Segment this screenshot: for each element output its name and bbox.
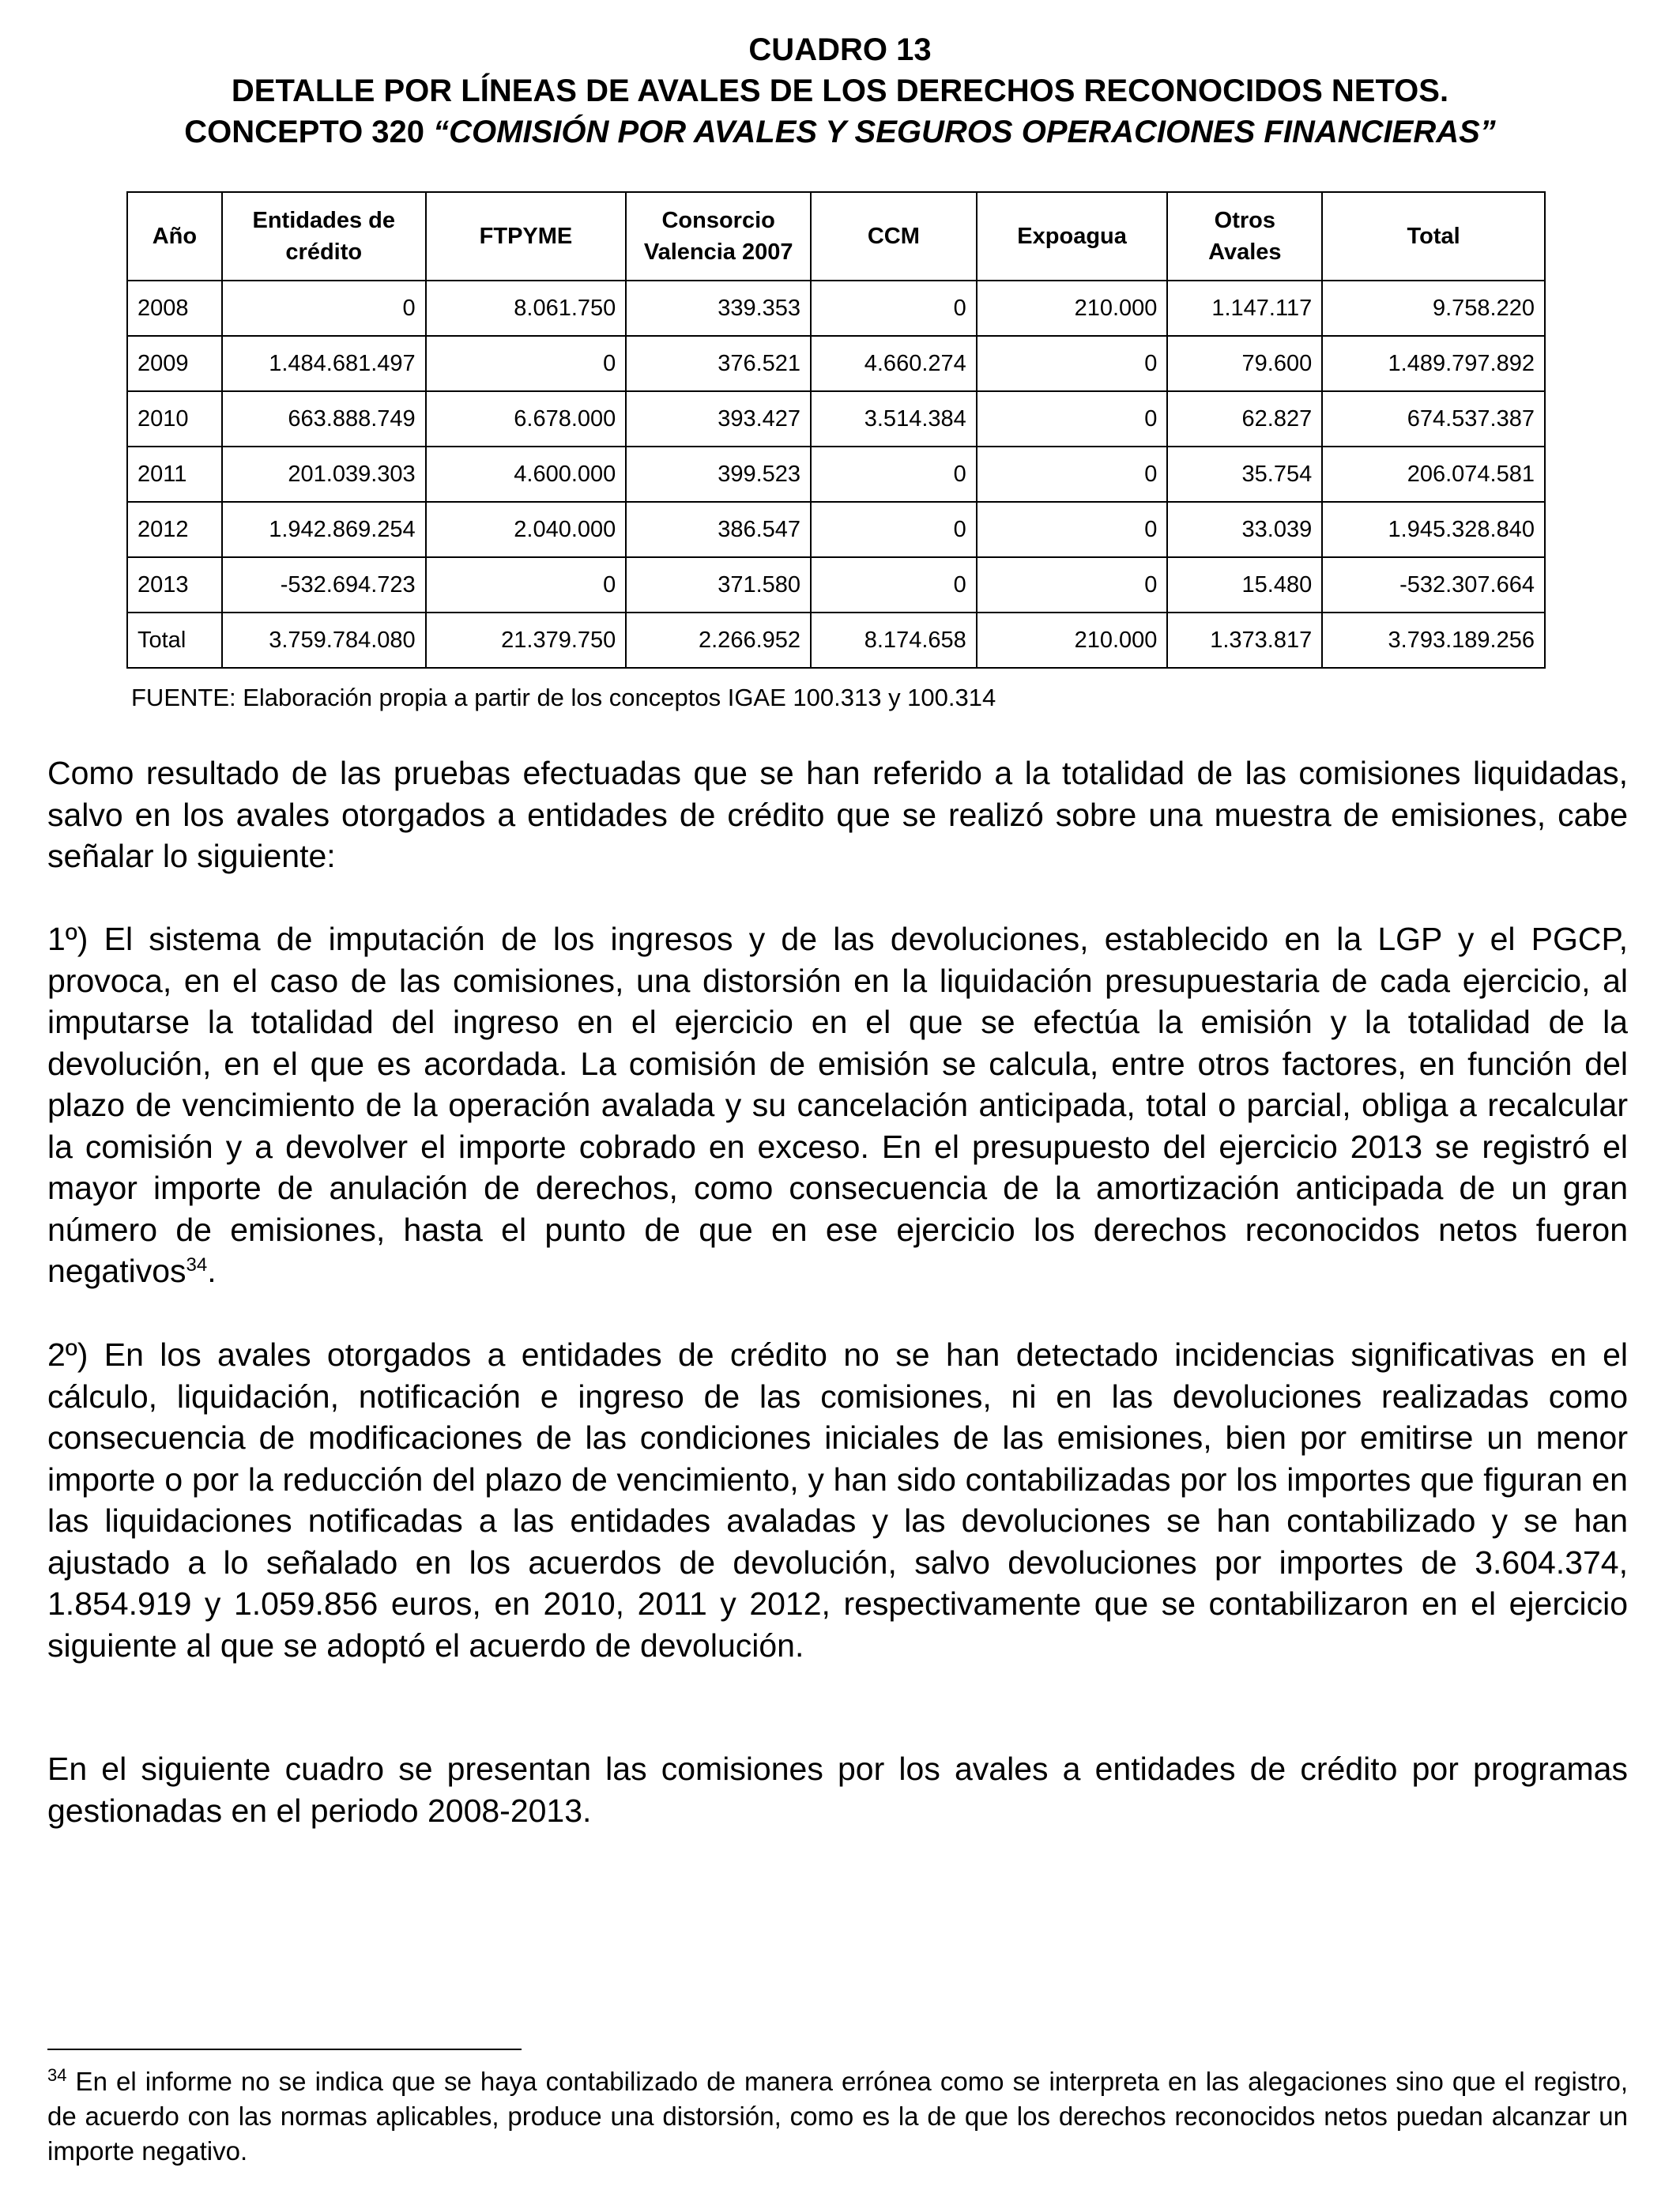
table-cell: 210.000 [977,281,1168,336]
table-cell: 0 [426,336,627,391]
column-header [811,192,977,281]
table-cell: 1.147.117 [1167,281,1322,336]
row-label-cell: 2012 [127,502,222,557]
table-subtitle-italic: “COMISIÓN POR AVALES Y SEGUROS OPERACIONES FINANCIERAS” [433,115,1496,149]
paragraph-point-1-text: 1º) El sistema de imputación de los ingresos y de las devoluciones, establecido en la LGP y el PGCP, provoca, en el caso de las comisiones, una distorsión en la liquidación presupuestaria de cada ejercicio, al imputarse la totalidad del ingreso en el ejercicio en el que se efectúa la emisión y la totalidad de la devolución, en el que es acordada. La comisión de emisión se calcula, entre otros factores, en función del plazo de vencimiento de la operación avalada y su cancelación anticipada, total o parcial, obliga a recalcular la comisión y a devolver el importe cobrado en exceso. En el presupuesto del ejercicio 2013 se registró el mayor importe de anulación de derechos, como consecuencia de la amortización anticipada de un gran número de emisiones, hasta el punto de que en ese ejercicio los derechos reconocidos netos fueron negativos [47,921,1628,1289]
column-header-text: Avales [1208,239,1282,265]
paragraph-intro: Como resultado de las pruebas efectuadas que se han referido a la totalidad de las comisiones liquidadas, salvo en los avales otorgados a entidades de crédito que se realizó sobre una muestra de emisiones, cabe señalar lo siguiente: [47,755,1628,874]
table-cell: 3.793.189.256 [1322,613,1545,668]
table-cell: 0 [977,336,1168,391]
paragraph-point-1-end: . [207,1253,217,1289]
column-header [1167,192,1322,281]
table-cell: 0 [977,391,1168,447]
column-header [977,192,1168,281]
table-subtitle [0,112,1680,152]
table-body [127,281,1545,668]
table-cell: 0 [222,281,426,336]
table-cell: 9.758.220 [1322,281,1545,336]
table-row [127,336,1545,391]
paragraph-closing: En el siguiente cuadro se presentan las comisiones por los avales a entidades de crédito por programas gestionadas en el periodo 2008-2013. [47,1751,1628,1829]
column-header [626,192,811,281]
table-cell: 2.040.000 [426,502,627,557]
footnote [47,2064,1628,2169]
paragraph-point-1 [47,918,1628,1292]
table-row [127,613,1545,668]
column-header [222,192,426,281]
table-cell: 399.523 [626,447,811,502]
table-row [127,502,1545,557]
footnote-text: En el informe no se indica que se haya contabilizado de manera errónea como se interpreta en las alegaciones sino que el registro, de acuerdo con las normas aplicables, produce una distorsión, como es la de que los derechos reconocidos netos puedan alcanzar un importe negativo. [47,2067,1628,2166]
table-cell: 21.379.750 [426,613,627,668]
table-cell: 386.547 [626,502,811,557]
table-cell: 1.942.869.254 [222,502,426,557]
column-header-text: Total [1407,224,1460,249]
table-cell: 376.521 [626,336,811,391]
table-cell: 339.353 [626,281,811,336]
paragraph-point-2: 2º) En los avales otorgados a entidades de crédito no se han detectado incidencias significativas en el cálculo, liquidación, notificación e ingreso de las comisiones, ni en las devoluciones realizadas como consecuencia de modificaciones de las condiciones iniciales de las emisiones, bien por emitirse un menor importe o por la reducción del plazo de vencimiento, y han sido contabilizadas por los importes que figuran en las liquidaciones notificadas a las entidades avaladas y las devoluciones se han contabilizado y se han ajustado a lo señalado en los acuerdos de devolución, salvo devoluciones por importes de 3.604.374, 1.854.919 y 1.059.856 euros, en 2010, 2011 y 2012, respectivamente que se contabilizaron en el ejercicio siguiente al que se adoptó el acuerdo de devolución. [47,1336,1628,1664]
column-header-text: CCM [867,224,920,249]
table-cell: 1.373.817 [1167,613,1322,668]
table-subtitle-prefix: CONCEPTO 320 [184,115,434,149]
table-cell: 35.754 [1167,447,1322,502]
column-header-text: Valencia 2007 [643,239,793,265]
footnote-number: 34 [47,2065,67,2085]
table-cell: 0 [811,557,977,613]
table-cell: -532.694.723 [222,557,426,613]
table-cell: 674.537.387 [1322,391,1545,447]
footnote-separator [47,2049,522,2050]
table-cell: 2.266.952 [626,613,811,668]
table-cell: 1.489.797.892 [1322,336,1545,391]
table-cell: 206.074.581 [1322,447,1545,502]
table-cell: 393.427 [626,391,811,447]
footnote-reference[interactable]: 34 [186,1254,208,1276]
table-cell: 1.484.681.497 [222,336,426,391]
table-cell: 15.480 [1167,557,1322,613]
row-label-cell: 2008 [127,281,222,336]
table-cell: 4.600.000 [426,447,627,502]
column-header [127,192,222,281]
table-cell: 1.945.328.840 [1322,502,1545,557]
row-label-cell: 2009 [127,336,222,391]
column-header [426,192,627,281]
table-cell: 62.827 [1167,391,1322,447]
table-title: DETALLE POR LÍNEAS DE AVALES DE LOS DERECHOS RECONOCIDOS NETOS. [231,74,1449,108]
table-cell: 33.039 [1167,502,1322,557]
table-header [127,192,1545,281]
table-cell: 3.759.784.080 [222,613,426,668]
table-cell: 0 [977,557,1168,613]
table-cell: 4.660.274 [811,336,977,391]
table-cell: 8.061.750 [426,281,627,336]
table-cell: 0 [977,502,1168,557]
table-cell: 663.888.749 [222,391,426,447]
column-header-text: Expoagua [1017,224,1127,249]
table-cell: 371.580 [626,557,811,613]
table-cell: 0 [811,447,977,502]
table-cell: 210.000 [977,613,1168,668]
column-header-text: FTPYME [479,224,573,249]
table-row [127,447,1545,502]
header-row [127,192,1545,281]
column-header-text: Entidades de [252,208,395,233]
column-header-text: Año [152,224,198,249]
row-label-cell: 2013 [127,557,222,613]
derechos-table [126,191,1546,669]
table-cell: 0 [811,281,977,336]
table-source-note: FUENTE: Elaboración propia a partir de los conceptos IGAE 100.313 y 100.314 [131,684,996,711]
table-cell: -532.307.664 [1322,557,1545,613]
row-label-cell: Total [127,613,222,668]
table-cell: 0 [811,502,977,557]
row-label-cell: 2011 [127,447,222,502]
table-cell: 0 [426,557,627,613]
column-header-text: crédito [285,239,363,265]
row-label-cell: 2010 [127,391,222,447]
table-number-heading: CUADRO 13 [748,32,932,67]
table-cell: 3.514.384 [811,391,977,447]
column-header-text: Consorcio [661,208,775,233]
table-row [127,557,1545,613]
table-cell: 8.174.658 [811,613,977,668]
table-row [127,391,1545,447]
table-cell: 0 [977,447,1168,502]
column-header-text: Otros [1214,208,1275,233]
column-header [1322,192,1545,281]
table-cell: 201.039.303 [222,447,426,502]
table-cell: 79.600 [1167,336,1322,391]
table-row [127,281,1545,336]
table-cell: 6.678.000 [426,391,627,447]
